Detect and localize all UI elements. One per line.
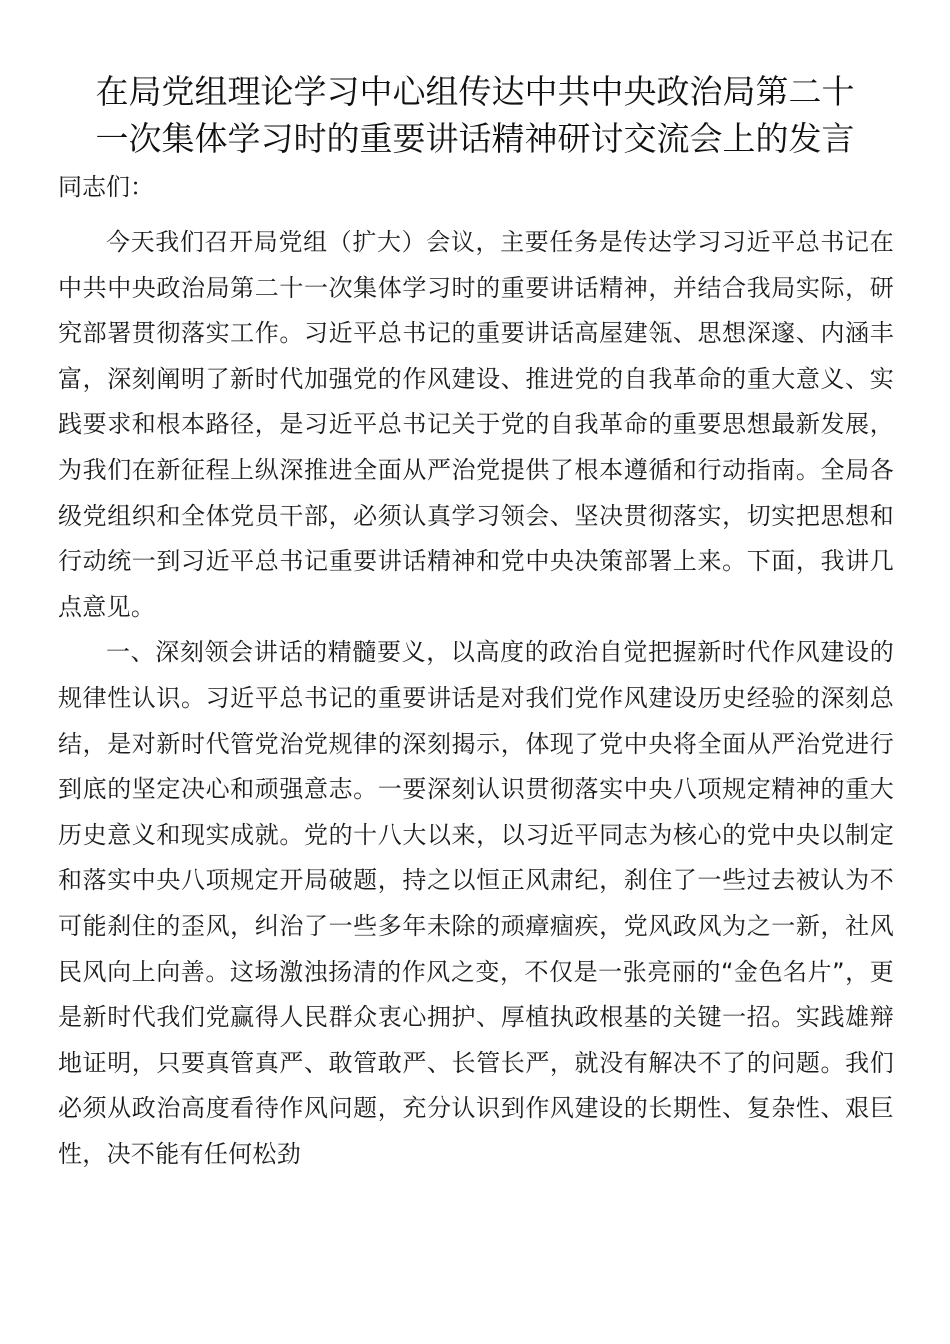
salutation: 同志们： — [58, 173, 154, 201]
document-body — [58, 220, 894, 1177]
body-paragraph-2: 一、深刻领会讲话的精髓要义，以高度的政治自觉把握新时代作风建设的规律性认识。习近平总书记的重要讲话是对我们党作风建设历史经验的深刻总结，是对新时代管党治党规律的深刻揭示，体现了党中央将全面从严治党进行到底的坚定决心和顽强意志。一要深刻认识贯彻落实中央八项规定精神的重大历史意义和现实成就。党的十八大以来，以习近平同志为核心的党中央以制定和落实中央八项规定开局破题，持之以恒正风肃纪，刹住了一些过去被认为不可能刹住的歪风，纠治了一些多年未除的顽瘴痼疾，党风政风为之一新，社风民风向上向善。这场激浊扬清的作风之变，不仅是一张亮丽的“金色名片”，更是新时代我们党赢得人民群众衷心拥护、厚植执政根基的关键一招。实践雄辩地证明，只要真管真严、敢管敢严、长管长严，就没有解决不了的问题。我们必须从政治高度看待作风问题，充分认识到作风建设的长期性、复杂性、艰巨性，决不能有任何松劲 — [58, 638, 894, 1168]
document-title-line-1: 在局党组理论学习中心组传达中共中央政治局第二十 — [95, 72, 855, 111]
body-paragraph-1: 今天我们召开局党组（扩大）会议，主要任务是传达学习习近平总书记在中共中央政治局第二十一次集体学习时的重要讲话精神，并结合我局实际，研究部署贯彻落实工作。习近平总书记的重要讲话高屋建瓴、思想深邃、内涵丰富，深刻阐明了新时代加强党的作风建设、推进党的自我革命的重大意义、实践要求和根本路径，是习近平总书记关于党的自我革命的重要思想最新发展，为我们在新征程上纵深推进全面从严治党提供了根本遵循和行动指南。全局各级党组织和全体党员干部，必须认真学习领会、坚决贯彻落实，切实把思想和行动统一到习近平总书记重要讲话精神和党中央决策部署上来。下面，我讲几点意见。 — [58, 228, 894, 621]
document-title-line-2: 一次集体学习时的重要讲话精神研讨交流会上的发言 — [95, 119, 855, 158]
